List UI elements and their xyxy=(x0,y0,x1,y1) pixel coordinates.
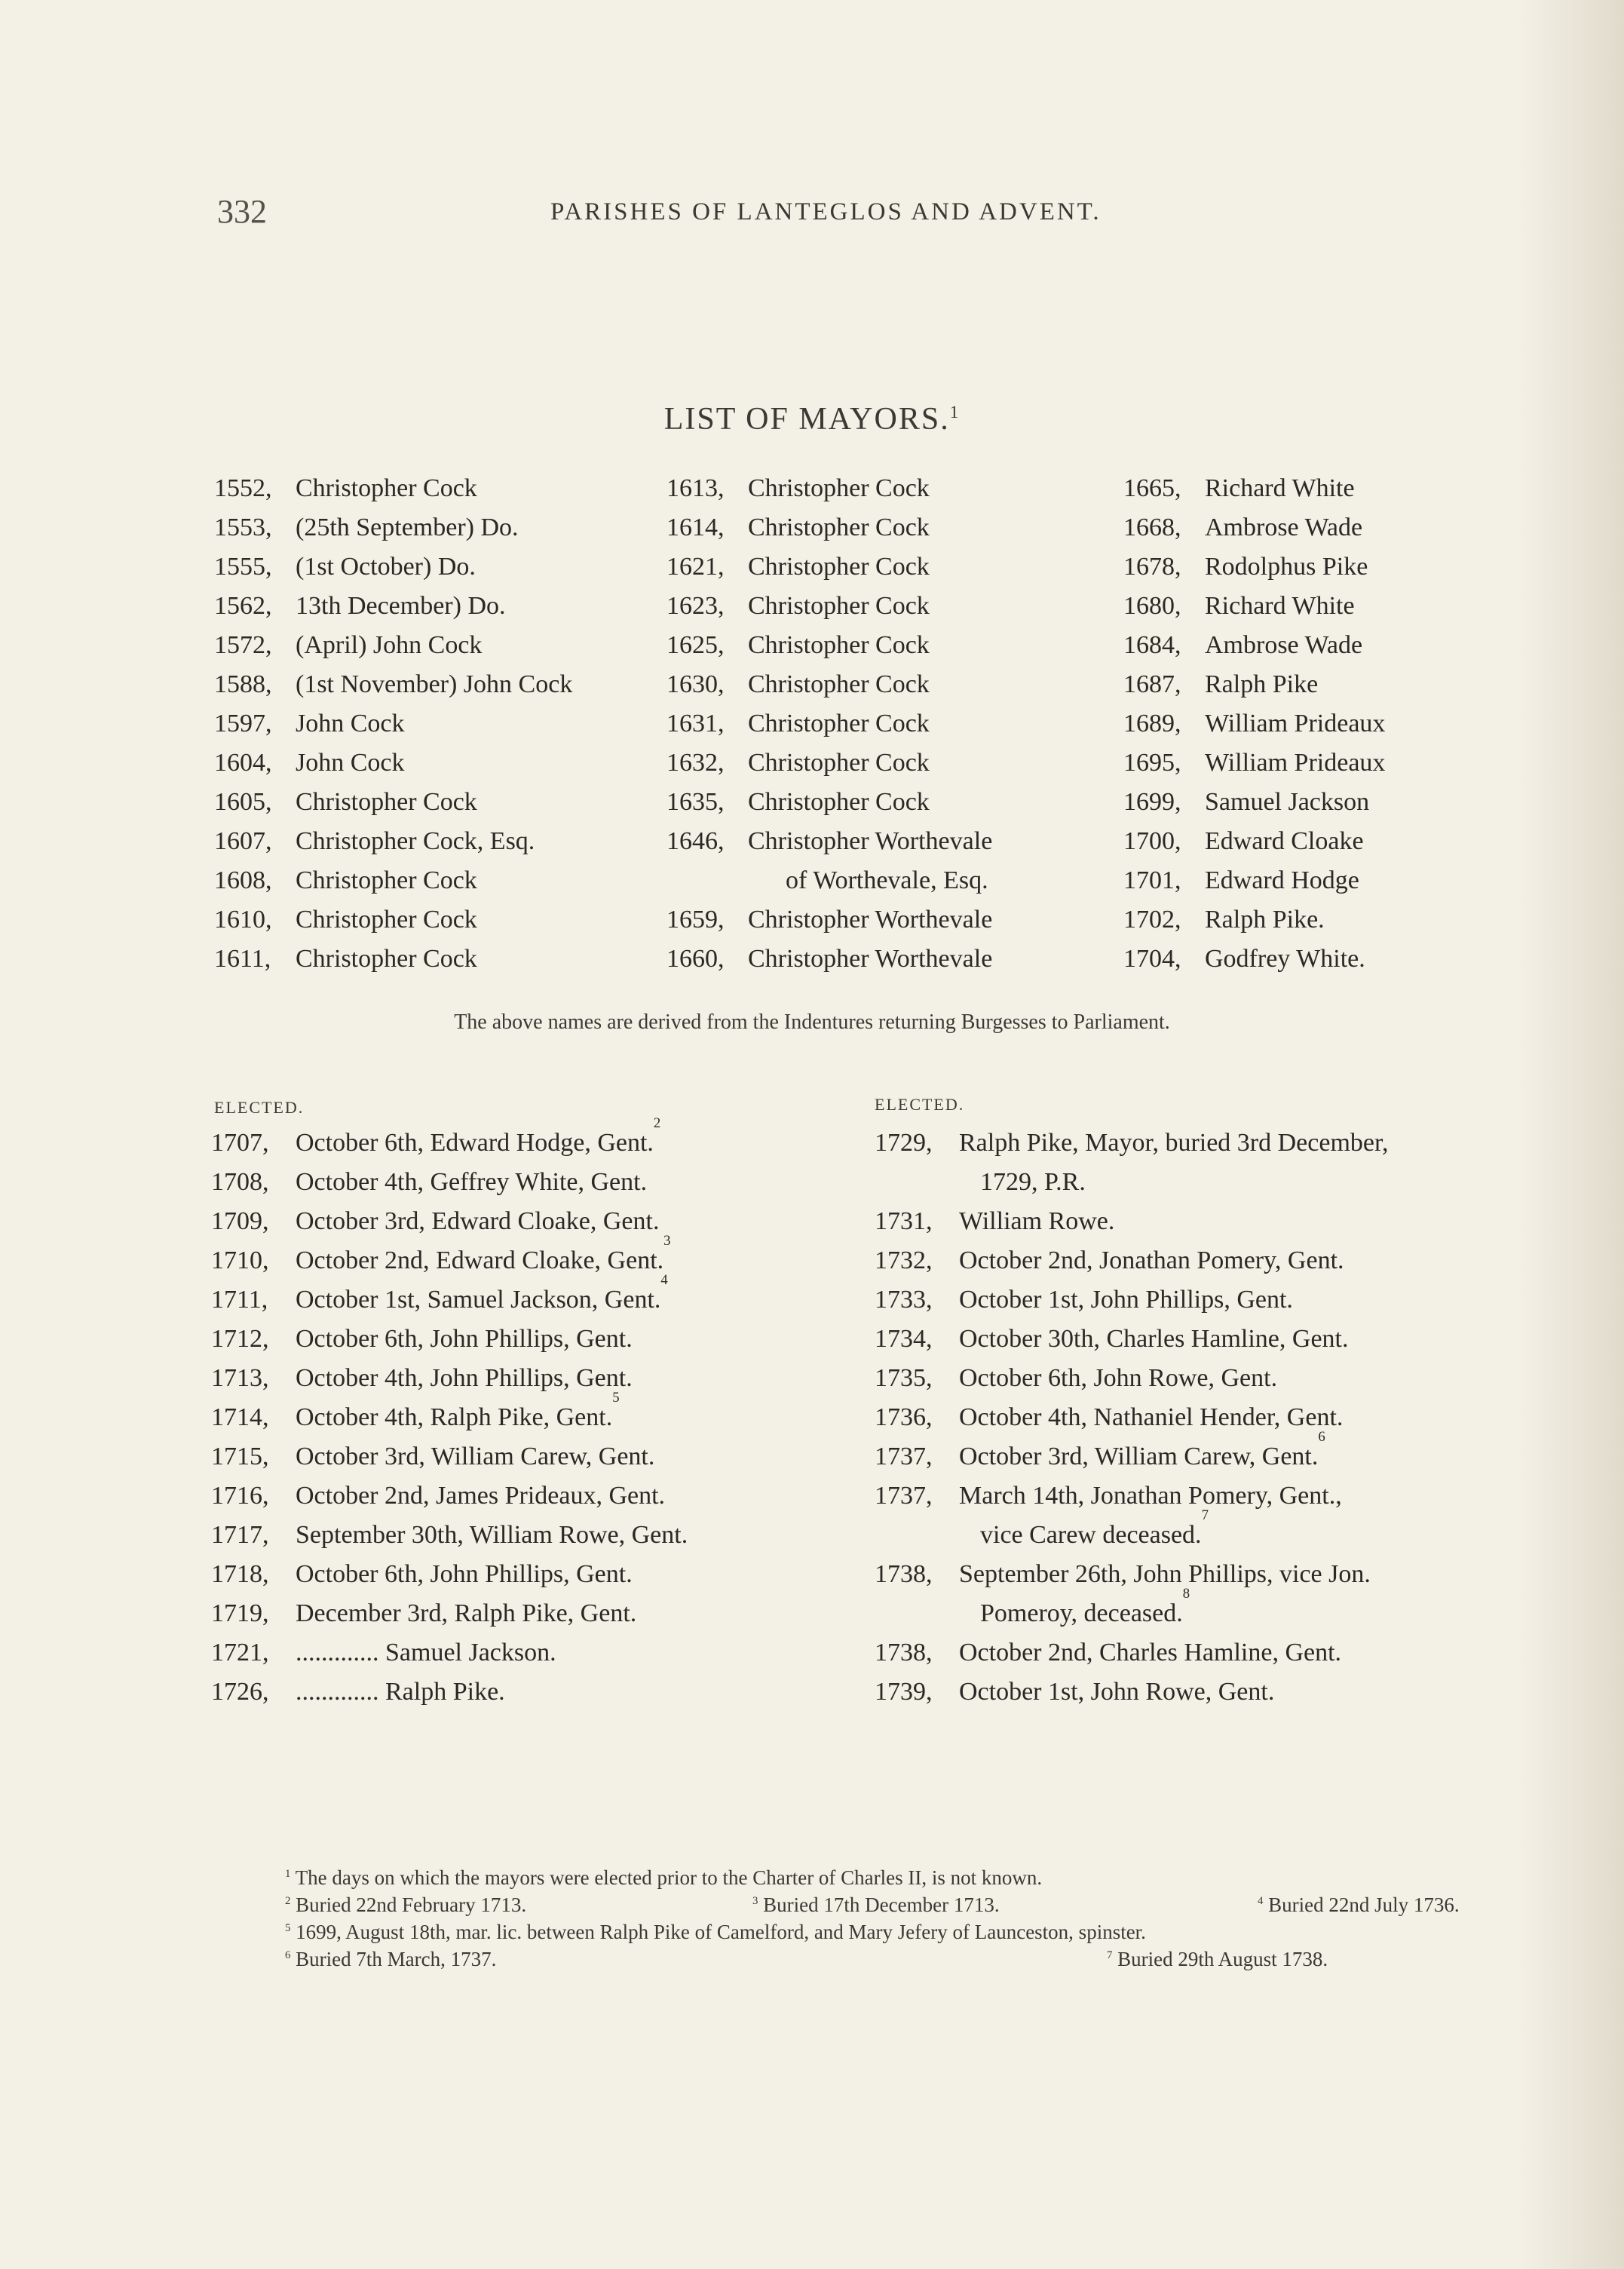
mayor-name: Edward Cloake xyxy=(1205,827,1364,855)
mayor-year: 1632, xyxy=(666,749,725,777)
mayor-name: Christopher Cock xyxy=(748,710,930,737)
elected-year: 1714, xyxy=(211,1403,269,1431)
mayor-year: 1555, xyxy=(214,553,272,581)
footnote-text: Buried 29th August 1738. xyxy=(1117,1948,1328,1970)
mayor-entry xyxy=(666,547,992,587)
elected-entry xyxy=(875,1241,1388,1280)
elected-year: 1735, xyxy=(875,1364,933,1392)
mayor-year: 1699, xyxy=(1123,788,1181,816)
footnote-line-4 xyxy=(285,1946,1537,1973)
mayor-entry xyxy=(1123,626,1385,665)
elected-year: 1737, xyxy=(875,1482,933,1510)
mayor-entry xyxy=(1123,469,1385,508)
elected-text: vice Carew deceased. xyxy=(980,1521,1202,1549)
mayor-year: 1695, xyxy=(1123,749,1181,777)
elected-entry xyxy=(211,1233,688,1280)
elected-entry xyxy=(875,1673,1388,1712)
elected-year: 1708, xyxy=(211,1168,269,1196)
footnote-marker: 3 xyxy=(663,1233,671,1249)
mayor-year: 1604, xyxy=(214,749,272,777)
mayor-name: Christopher Cock xyxy=(748,474,930,502)
elected-year: 1715, xyxy=(211,1443,269,1470)
elected-entry xyxy=(875,1476,1388,1516)
elected-text: October 1st, John Rowe, Gent. xyxy=(959,1678,1275,1706)
mayor-year: 1704, xyxy=(1123,945,1181,973)
mayor-entry xyxy=(1123,861,1385,900)
elected-year: 1733, xyxy=(875,1286,933,1314)
elected-text: October 3rd, William Carew, Gent. xyxy=(959,1443,1319,1470)
mayor-year: 1659, xyxy=(666,906,725,934)
mayor-entry xyxy=(214,587,572,626)
elected-entry xyxy=(875,1280,1388,1320)
elected-year: 1737, xyxy=(875,1443,933,1470)
elected-entry xyxy=(875,1359,1388,1398)
elected-text: September 26th, John Phillips, vice Jon. xyxy=(959,1560,1371,1588)
elected-entry xyxy=(875,1398,1388,1437)
mayor-year: 1588, xyxy=(214,670,272,698)
elected-text: Ralph Pike, Mayor, buried 3rd December, xyxy=(959,1129,1389,1157)
footnote-marker: 7 xyxy=(1201,1507,1209,1523)
mayors-column-2 xyxy=(666,469,992,979)
footnote-text: Buried 17th December 1713. xyxy=(763,1893,1000,1916)
mayor-entry xyxy=(666,940,992,979)
mayor-year: 1597, xyxy=(214,710,272,737)
elected-entry xyxy=(211,1202,688,1241)
mayor-name: 13th December) Do. xyxy=(296,592,506,620)
elected-text: October 30th, Charles Hamline, Gent. xyxy=(959,1325,1349,1353)
footnote-mark: 1 xyxy=(285,1868,291,1880)
footnote-mark: 7 xyxy=(1107,1949,1113,1961)
elected-entry xyxy=(875,1320,1388,1359)
elected-text: March 14th, Jonathan Pomery, Gent., xyxy=(959,1482,1342,1510)
mayor-year: 1680, xyxy=(1123,592,1181,620)
mayor-entry xyxy=(666,508,992,547)
mayor-entry xyxy=(1123,940,1385,979)
footnote-marker: 5 xyxy=(612,1390,620,1406)
footnote-mark: 6 xyxy=(285,1949,291,1961)
mayor-year: 1608, xyxy=(214,866,272,894)
footnote-mark: 2 xyxy=(285,1895,291,1907)
mayor-name: Samuel Jackson xyxy=(1205,788,1370,816)
mayor-name: Christopher Cock xyxy=(748,514,930,541)
mayors-column-3 xyxy=(1123,469,1385,979)
mayor-name: Christopher Cock xyxy=(296,945,477,973)
elected-year: 1738, xyxy=(875,1560,933,1588)
elected-text: October 6th, John Phillips, Gent. xyxy=(296,1560,633,1588)
mayor-entry xyxy=(666,900,992,940)
mayor-year: 1689, xyxy=(1123,710,1181,737)
elected-year: 1736, xyxy=(875,1403,933,1431)
footnote-line-3 xyxy=(285,1918,1537,1946)
mayor-year: 1630, xyxy=(666,670,725,698)
elected-text: December 3rd, Ralph Pike, Gent. xyxy=(296,1599,637,1627)
elected-text: October 6th, Edward Hodge, Gent. xyxy=(296,1129,654,1157)
elected-year: 1732, xyxy=(875,1246,933,1274)
mayor-entry xyxy=(666,665,992,704)
mayor-entry xyxy=(1123,665,1385,704)
mayor-year: 1665, xyxy=(1123,474,1181,502)
mayor-entry xyxy=(1123,744,1385,783)
footnote-line-1 xyxy=(285,1864,1537,1891)
elected-text: October 2nd, Edward Cloake, Gent. xyxy=(296,1246,664,1274)
mayors-source-note: The above names are derived from the Indentures returning Burgesses to Parliament. xyxy=(454,1010,1170,1034)
mayor-entry xyxy=(1123,547,1385,587)
elected-entry xyxy=(211,1390,688,1437)
elected-entry xyxy=(211,1163,688,1202)
mayor-name: (1st October) Do. xyxy=(296,553,476,581)
elected-text: October 6th, John Phillips, Gent. xyxy=(296,1325,633,1353)
mayor-entry xyxy=(214,744,572,783)
mayor-entry xyxy=(214,940,572,979)
mayor-name: (April) John Cock xyxy=(296,631,483,659)
mayor-entry xyxy=(666,587,992,626)
mayor-entry xyxy=(1123,704,1385,744)
mayor-entry xyxy=(214,704,572,744)
mayor-entry xyxy=(666,744,992,783)
mayor-entry xyxy=(214,861,572,900)
mayor-year: 1562, xyxy=(214,592,272,620)
running-title: PARISHES OF LANTEGLOS AND ADVENT. xyxy=(550,198,1102,225)
footnote-marker: 2 xyxy=(653,1115,661,1131)
elected-year: 1739, xyxy=(875,1678,933,1706)
mayor-entry xyxy=(214,783,572,822)
mayor-name: Christopher Worthevale xyxy=(748,906,993,934)
mayor-year: 1646, xyxy=(666,827,725,855)
elected-year: 1716, xyxy=(211,1482,269,1510)
footnote-marker: 6 xyxy=(1318,1429,1325,1445)
elected-text: October 4th, Geffrey White, Gent. xyxy=(296,1168,648,1196)
mayor-entry xyxy=(1123,508,1385,547)
elected-text: William Rowe. xyxy=(959,1207,1115,1235)
elected-year: 1738, xyxy=(875,1639,933,1666)
mayor-entry xyxy=(214,665,572,704)
elected-year xyxy=(875,1163,980,1202)
mayor-year: 1605, xyxy=(214,788,272,816)
mayor-year: 1611, xyxy=(214,945,271,973)
elected-text: ............. Ralph Pike. xyxy=(296,1678,505,1706)
elected-year xyxy=(875,1594,980,1633)
mayor-name: Christopher Cock xyxy=(748,749,930,777)
elected-year: 1717, xyxy=(211,1521,269,1549)
mayor-name: of Worthevale, Esq. xyxy=(786,866,988,894)
mayor-year: 1700, xyxy=(1123,827,1181,855)
mayor-entry xyxy=(1123,587,1385,626)
elected-entry xyxy=(211,1320,688,1359)
elected-entry xyxy=(875,1163,1388,1202)
mayor-year: 1668, xyxy=(1123,514,1181,541)
elected-text: Pomeroy, deceased. xyxy=(980,1599,1183,1627)
elected-entry xyxy=(211,1476,688,1516)
mayor-entry xyxy=(1123,900,1385,940)
footnote-text: 1699, August 18th, mar. lic. between Ralph Pike of Camelford, and Mary Jefery of Launceston, spinster. xyxy=(296,1921,1146,1943)
mayors-column-1 xyxy=(214,469,572,979)
mayor-name: Christopher Worthevale xyxy=(748,827,993,855)
mayor-name: Christopher Cock, Esq. xyxy=(296,827,535,855)
elected-text: October 4th, Nathaniel Hender, Gent. xyxy=(959,1403,1344,1431)
mayor-name: Christopher Cock xyxy=(748,592,930,620)
elected-entry xyxy=(875,1124,1388,1163)
footnote-marker: 8 xyxy=(1182,1586,1190,1602)
elected-entry xyxy=(211,1673,688,1712)
mayor-name: Edward Hodge xyxy=(1205,866,1359,894)
elected-entry xyxy=(211,1115,688,1163)
elected-entry xyxy=(875,1507,1388,1555)
mayor-name: John Cock xyxy=(296,749,405,777)
elected-year: 1718, xyxy=(211,1560,269,1588)
elected-text: October 1st, Samuel Jackson, Gent. xyxy=(296,1286,661,1314)
elected-year: 1709, xyxy=(211,1207,269,1235)
page-number: 332 xyxy=(217,193,267,230)
mayor-entry xyxy=(214,547,572,587)
footnote-line-2 xyxy=(285,1891,1537,1918)
mayor-name: William Prideaux xyxy=(1205,710,1386,737)
mayor-name: Christopher Cock xyxy=(296,906,477,934)
mayor-year: 1687, xyxy=(1123,670,1181,698)
footnote-marker: 1 xyxy=(949,402,961,422)
mayor-year xyxy=(666,861,786,900)
elected-year: 1712, xyxy=(211,1325,269,1353)
elected-year: 1713, xyxy=(211,1364,269,1392)
elected-year: 1731, xyxy=(875,1207,933,1235)
page-header xyxy=(217,192,1220,238)
mayor-name: Rodolphus Pike xyxy=(1205,553,1368,581)
elected-entry xyxy=(211,1437,688,1476)
mayor-year: 1623, xyxy=(666,592,725,620)
mayor-name: Christopher Cock xyxy=(296,788,477,816)
elected-year: 1719, xyxy=(211,1599,269,1627)
mayor-entry xyxy=(1123,822,1385,861)
mayor-name: Christopher Cock xyxy=(748,788,930,816)
mayor-year: 1701, xyxy=(1123,866,1181,894)
mayor-name: Godfrey White. xyxy=(1205,945,1365,973)
elected-text: 1729, P.R. xyxy=(980,1168,1086,1196)
mayor-year: 1702, xyxy=(1123,906,1181,934)
mayor-name: Christopher Cock xyxy=(296,474,477,502)
elected-entry xyxy=(875,1202,1388,1241)
mayor-name: Christopher Worthevale xyxy=(748,945,993,973)
elected-entry xyxy=(875,1586,1388,1633)
mayor-name: Christopher Cock xyxy=(296,866,477,894)
mayor-name: Ambrose Wade xyxy=(1205,514,1363,541)
mayor-year: 1631, xyxy=(666,710,725,737)
elected-text: September 30th, William Rowe, Gent. xyxy=(296,1521,688,1549)
elected-label-right: ELECTED. xyxy=(875,1095,965,1114)
mayor-year: 1621, xyxy=(666,553,725,581)
elected-label-left: ELECTED. xyxy=(214,1098,305,1117)
footnote-text: Buried 7th March, 1737. xyxy=(296,1948,497,1970)
mayor-year: 1625, xyxy=(666,631,725,659)
mayor-year: 1635, xyxy=(666,788,725,816)
mayor-entry xyxy=(666,469,992,508)
elected-year: 1711, xyxy=(211,1286,268,1314)
footnote-mark: 4 xyxy=(1258,1895,1264,1907)
mayor-entry xyxy=(666,783,992,822)
mayor-entry xyxy=(214,508,572,547)
mayor-name: Richard White xyxy=(1205,592,1355,620)
mayor-entry xyxy=(214,900,572,940)
mayor-entry xyxy=(214,469,572,508)
elected-year: 1726, xyxy=(211,1678,269,1706)
mayor-year: 1607, xyxy=(214,827,272,855)
elected-text: October 6th, John Rowe, Gent. xyxy=(959,1364,1278,1392)
mayor-year: 1614, xyxy=(666,514,725,541)
elected-text: October 3rd, William Carew, Gent. xyxy=(296,1443,655,1470)
footnote-text: Buried 22nd February 1713. xyxy=(296,1893,527,1916)
elected-text: October 2nd, Jonathan Pomery, Gent. xyxy=(959,1246,1344,1274)
mayor-name: John Cock xyxy=(296,710,405,737)
mayor-year: 1552, xyxy=(214,474,272,502)
mayor-year: 1684, xyxy=(1123,631,1181,659)
mayor-year: 1613, xyxy=(666,474,725,502)
footnote-text: Buried 22nd July 1736. xyxy=(1268,1893,1460,1916)
elected-text: October 1st, John Phillips, Gent. xyxy=(959,1286,1293,1314)
elected-column-right xyxy=(875,1124,1388,1712)
elected-entry xyxy=(211,1633,688,1673)
mayor-entry xyxy=(1123,783,1385,822)
mayor-year: 1572, xyxy=(214,631,272,659)
mayor-year: 1678, xyxy=(1123,553,1181,581)
footnote-mark: 3 xyxy=(752,1895,758,1907)
list-title-text: LIST OF MAYORS. xyxy=(663,402,950,437)
elected-year: 1721, xyxy=(211,1639,269,1666)
mayor-year: 1660, xyxy=(666,945,725,973)
mayor-entry xyxy=(214,626,572,665)
elected-text: ............. Samuel Jackson. xyxy=(296,1639,556,1666)
elected-entry xyxy=(211,1594,688,1633)
mayor-year: 1610, xyxy=(214,906,272,934)
elected-year xyxy=(875,1516,980,1555)
elected-entry xyxy=(875,1555,1388,1594)
elected-text: October 4th, John Phillips, Gent. xyxy=(296,1364,633,1392)
elected-entry xyxy=(211,1272,688,1320)
elected-year: 1729, xyxy=(875,1129,933,1157)
elected-entry xyxy=(875,1429,1388,1476)
mayor-name: (1st November) John Cock xyxy=(296,670,573,698)
mayor-entry xyxy=(666,822,992,861)
mayor-entry xyxy=(666,861,992,900)
elected-text: October 2nd, Charles Hamline, Gent. xyxy=(959,1639,1342,1666)
mayor-name: Richard White xyxy=(1205,474,1355,502)
mayor-name: William Prideaux xyxy=(1205,749,1386,777)
footnote-mark: 5 xyxy=(285,1922,291,1934)
elected-year: 1710, xyxy=(211,1246,269,1274)
mayor-name: Christopher Cock xyxy=(748,553,930,581)
elected-year: 1707, xyxy=(211,1129,269,1157)
mayor-entry xyxy=(666,704,992,744)
elected-text: October 4th, Ralph Pike, Gent. xyxy=(296,1403,613,1431)
mayor-name: Christopher Cock xyxy=(748,670,930,698)
mayor-name: Ambrose Wade xyxy=(1205,631,1363,659)
elected-entry xyxy=(211,1516,688,1555)
footnote-text: The days on which the mayors were elected prior to the Charter of Charles II, is not known. xyxy=(295,1866,1043,1889)
footnotes xyxy=(285,1864,1537,1973)
elected-text: October 3rd, Edward Cloake, Gent. xyxy=(296,1207,660,1235)
list-title xyxy=(0,401,1624,437)
mayor-name: Christopher Cock xyxy=(748,631,930,659)
elected-column-left xyxy=(211,1115,688,1712)
mayor-name: Ralph Pike xyxy=(1205,670,1319,698)
mayor-entry xyxy=(214,822,572,861)
mayor-year: 1553, xyxy=(214,514,272,541)
footnote-marker: 4 xyxy=(660,1272,668,1288)
elected-entry xyxy=(875,1633,1388,1673)
mayor-name: Ralph Pike. xyxy=(1205,906,1325,934)
mayor-name: (25th September) Do. xyxy=(296,514,519,541)
elected-year: 1734, xyxy=(875,1325,933,1353)
elected-entry xyxy=(211,1555,688,1594)
elected-text: October 2nd, James Prideaux, Gent. xyxy=(296,1482,666,1510)
mayor-entry xyxy=(666,626,992,665)
